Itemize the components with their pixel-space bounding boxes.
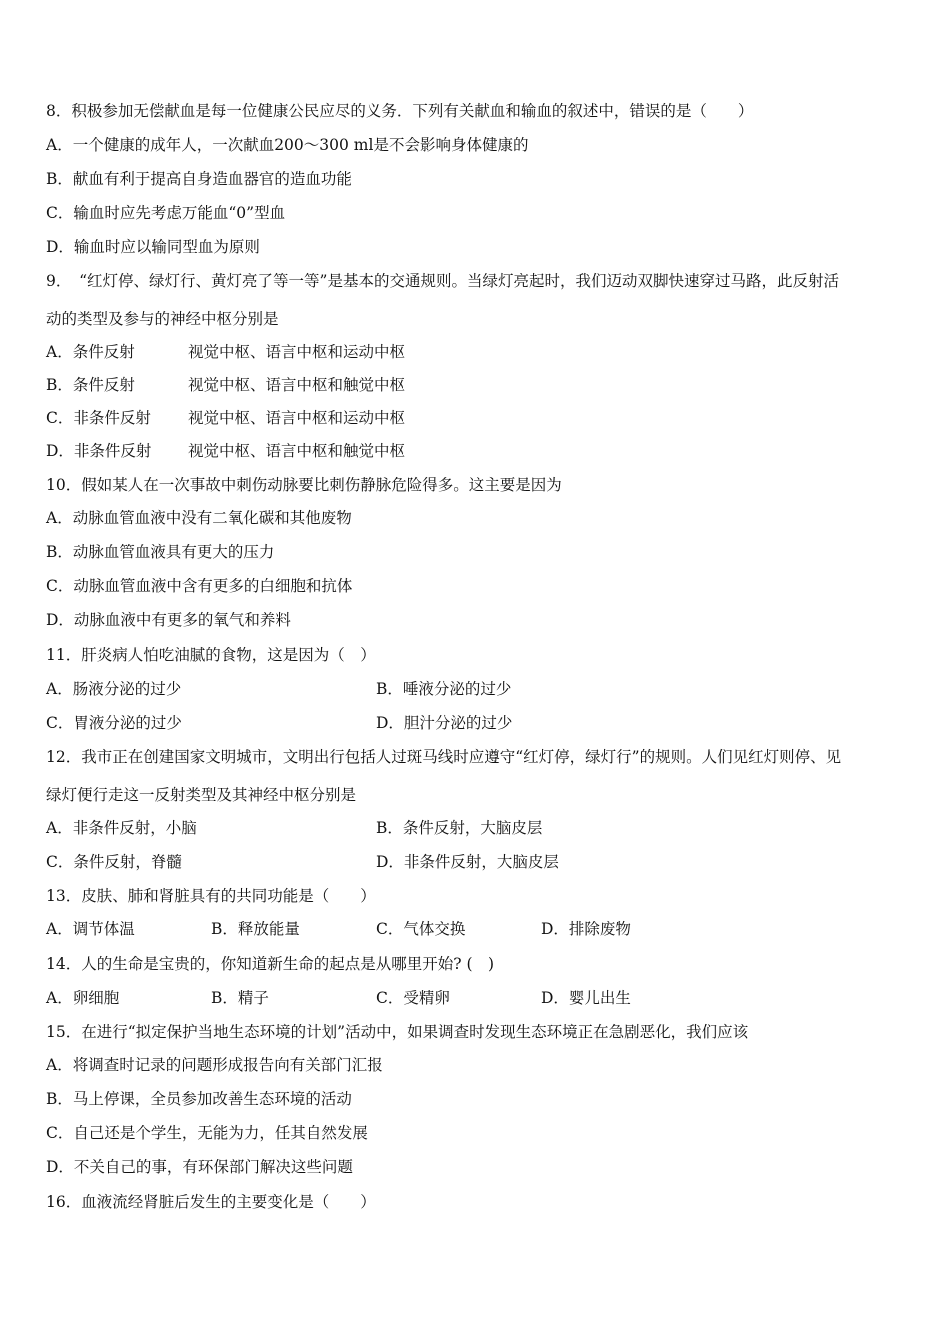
- question-10-option-b: B．动脉血管血液具有更大的压力: [46, 543, 275, 561]
- question-14-option-c: C．受精卵: [376, 989, 450, 1007]
- question-11-option-c: C．胃液分泌的过少: [46, 714, 182, 732]
- question-12-option-b: B．条件反射，大脑皮层: [376, 819, 543, 837]
- question-9-option-c: [46, 408, 910, 428]
- question-8-option-c: C．输血时应先考虑万能血“0”型血: [46, 204, 286, 222]
- question-14-option-a: A．卵细胞: [46, 989, 120, 1007]
- option-b-centers: 视觉中枢、语言中枢和触觉中枢: [188, 376, 406, 394]
- question-8-option-d: D．输血时应以输同型血为原则: [46, 238, 260, 256]
- question-15-option-d: D．不关自己的事，有环保部门解决这些问题: [46, 1158, 353, 1176]
- question-10-stem: 10．假如某人在一次事故中刺伤动脉要比刺伤静脉危险得多。这主要是因为: [46, 476, 562, 494]
- question-12-option-d: D．非条件反射，大脑皮层: [376, 853, 559, 871]
- question-14-option-d: D．婴儿出生: [541, 989, 631, 1007]
- question-8-stem: 8．积极参加无偿献血是每一位健康公民应尽的义务．下列有关献血和输血的叙述中，错误的是（ ）: [46, 102, 754, 120]
- question-9-stem-line2: 动的类型及参与的神经中枢分别是: [46, 310, 279, 328]
- question-15-stem: 15．在进行“拟定保护当地生态环境的计划”活动中，如果调查时发现生态环境正在急剧恶化，我们应该: [46, 1023, 749, 1041]
- question-12-option-c: C．条件反射，脊髓: [46, 853, 182, 871]
- question-15-option-b: B．马上停课，全员参加改善生态环境的活动: [46, 1090, 352, 1108]
- question-12-stem-line2: 绿灯便行走这一反射类型及其神经中枢分别是: [46, 786, 357, 804]
- question-12-stem-line1: 12．我市正在创建国家文明城市，文明出行包括人过斑马线时应遵守“红灯停，绿灯行”的规则。人们见红灯则停、见: [46, 748, 842, 766]
- question-11-option-d: D．胆汁分泌的过少: [376, 714, 513, 732]
- option-a-reflex-type: A．条件反射: [46, 343, 135, 361]
- question-9-option-b: [46, 375, 910, 395]
- question-11-option-b: B．唾液分泌的过少: [376, 680, 512, 698]
- question-14-stem: 14．人的生命是宝贵的，你知道新生命的起点是从哪里开始? ( ): [46, 955, 495, 973]
- question-8-option-b: B．献血有利于提高自身造血器官的造血功能: [46, 170, 352, 188]
- option-c-centers: 视觉中枢、语言中枢和运动中枢: [188, 409, 406, 427]
- question-10-option-c: C．动脉血管血液中含有更多的白细胞和抗体: [46, 577, 353, 595]
- question-10-option-a: A．动脉血管血液中没有二氧化碳和其他废物: [46, 509, 352, 527]
- question-13-option-a: A．调节体温: [46, 920, 135, 938]
- question-13-option-c: C．气体交换: [376, 920, 466, 938]
- question-14-option-b: B．精子: [211, 989, 269, 1007]
- question-9-option-d: [46, 441, 910, 461]
- option-a-centers: 视觉中枢、语言中枢和运动中枢: [188, 343, 406, 361]
- option-c-reflex-type: C．非条件反射: [46, 409, 151, 427]
- question-9-option-a: [46, 342, 910, 362]
- option-d-centers: 视觉中枢、语言中枢和触觉中枢: [188, 442, 406, 460]
- question-10-option-d: D．动脉血液中有更多的氧气和养料: [46, 611, 291, 629]
- question-13-option-d: D．排除废物: [541, 920, 631, 938]
- question-9-stem-line1: 9． “红灯停、绿灯行、黄灯亮了等一等”是基本的交通规则。当绿灯亮起时，我们迈动双脚快速穿过马路，此反射活: [46, 272, 839, 290]
- question-16-stem: 16．血液流经肾脏后发生的主要变化是（ ）: [46, 1193, 376, 1211]
- question-8-option-a: A．一个健康的成年人，一次献血200～300 ml是不会影响身体健康的: [46, 136, 529, 154]
- question-15-option-a: A．将调查时记录的问题形成报告向有关部门汇报: [46, 1056, 383, 1074]
- question-15-option-c: C．自己还是个学生，无能为力，任其自然发展: [46, 1124, 368, 1142]
- option-d-reflex-type: D．非条件反射: [46, 442, 152, 460]
- question-11-stem: 11．肝炎病人怕吃油腻的食物，这是因为（ ）: [46, 646, 376, 664]
- question-12-option-a: A．非条件反射，小脑: [46, 819, 197, 837]
- option-b-reflex-type: B．条件反射: [46, 376, 135, 394]
- question-13-stem: 13．皮肤、肺和肾脏具有的共同功能是（ ）: [46, 887, 376, 905]
- question-13-option-b: B．释放能量: [211, 920, 300, 938]
- question-11-option-a: A．肠液分泌的过少: [46, 680, 182, 698]
